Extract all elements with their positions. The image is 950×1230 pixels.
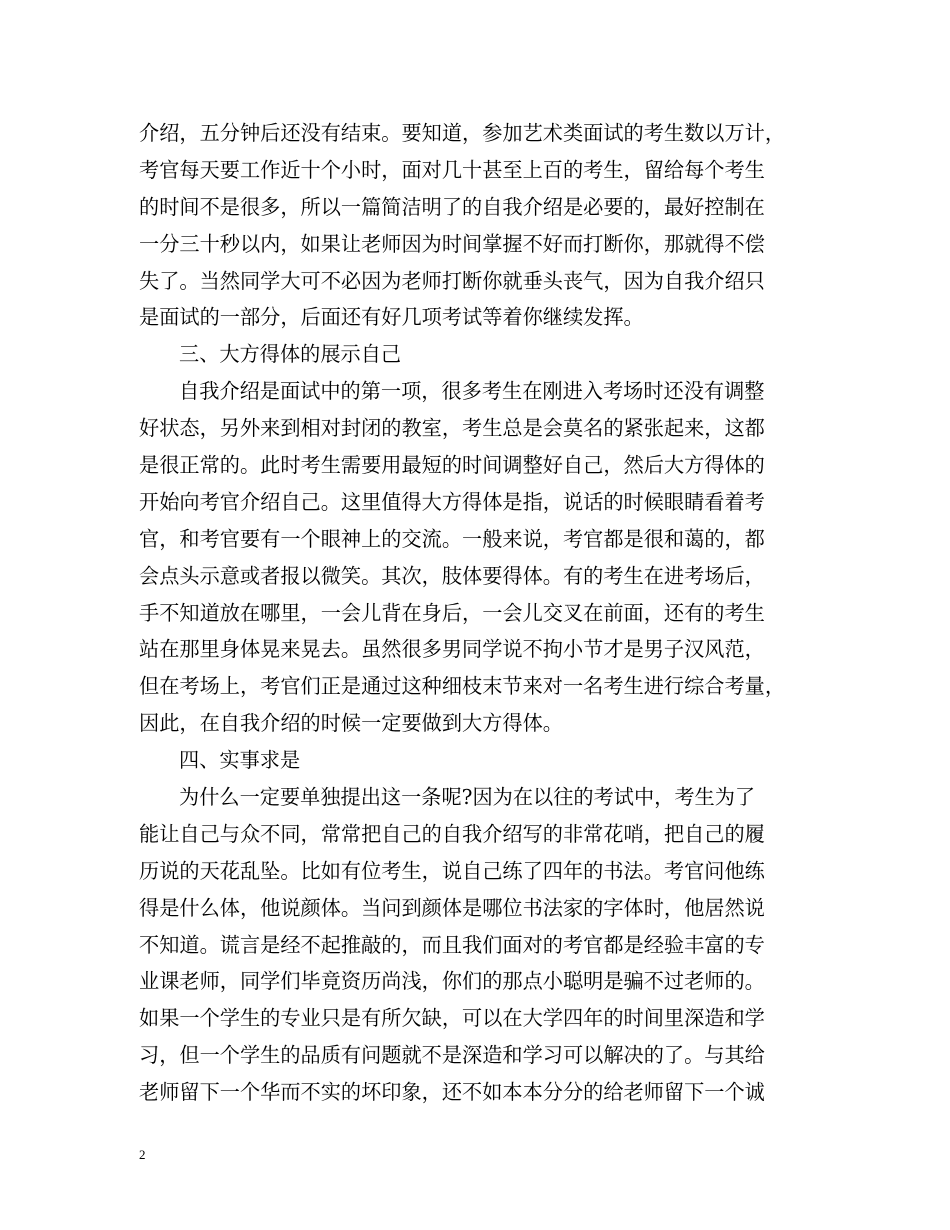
section-heading: 四、实事求是 <box>179 748 301 773</box>
text-line: 但在考场上，考官们正是通过这种细枝末节来对一名考生进行综合考量， <box>139 674 786 699</box>
text-line: 手不知道放在哪里，一会儿背在身后，一会儿交叉在前面，还有的考生 <box>139 600 765 625</box>
section-heading: 三、大方得体的展示自己 <box>179 342 402 367</box>
section-heading-3 <box>139 336 829 373</box>
text-line: 开始向考官介绍自己。这里值得大方得体是指，说话的时候眼睛看着考 <box>139 489 765 514</box>
text-line: 官，和考官要有一个眼神上的交流。一般来说，考官都是很和蔼的，都 <box>139 526 765 551</box>
text-line: 得是什么体，他说颜体。当问到颜体是哪位书法家的字体时，他居然说 <box>139 895 765 920</box>
text-line: 能让自己与众不同，常常把自己的自我介绍写的非常花哨，把自己的履 <box>139 821 765 846</box>
text-line: 为什么一定要单独提出这一条呢?因为在以往的考试中，考生为了 <box>179 785 756 810</box>
text-line: 站在那里身体晃来晃去。虽然很多男同学说不拘小节才是男子汉风范， <box>139 637 765 662</box>
text-line: 考官每天要工作近十个小时，面对几十甚至上百的考生，留给每个考生 <box>139 157 765 182</box>
page-number: 2 <box>139 1147 146 1162</box>
paragraph-continuation <box>139 115 829 336</box>
text-line: 业课老师，同学们毕竟资历尚浅，你们的那点小聪明是骗不过老师的。 <box>139 969 765 994</box>
text-line: 介绍，五分钟后还没有结束。要知道，参加艺术类面试的考生数以万计， <box>139 121 786 145</box>
text-line: 如果一个学生的专业只是有所欠缺，可以在大学四年的时间里深造和学 <box>139 1006 765 1031</box>
text-line: 一分三十秒以内，如果让老师因为时间掌握不好而打断你，那就得不偿 <box>139 231 765 256</box>
text-line: 不知道。谎言是经不起推敲的，而且我们面对的考官都是经验丰富的专 <box>139 932 765 957</box>
text-line: 自我介绍是面试中的第一项，很多考生在刚进入考场时还没有调整 <box>179 379 765 404</box>
document-body <box>139 115 829 1111</box>
text-line: 历说的天花乱坠。比如有位考生，说自己练了四年的书法。考官问他练 <box>139 858 765 883</box>
text-line: 习，但一个学生的品质有问题就不是深造和学习可以解决的了。与其给 <box>139 1043 765 1068</box>
text-line: 因此，在自我介绍的时候一定要做到大方得体。 <box>139 711 563 736</box>
paragraph-section-4 <box>139 779 829 1111</box>
section-heading-4 <box>139 742 829 779</box>
text-line: 好状态，另外来到相对封闭的教室，考生总是会莫名的紧张起来，这都 <box>139 416 765 441</box>
paragraph-section-3 <box>139 373 829 742</box>
text-line: 是很正常的。此时考生需要用最短的时间调整好自己，然后大方得体的 <box>139 453 765 478</box>
text-line: 失了。当然同学大可不必因为老师打断你就垂头丧气，因为自我介绍只 <box>139 268 765 293</box>
text-line: 是面试的一部分，后面还有好几项考试等着你继续发挥。 <box>139 305 644 330</box>
text-line: 老师留下一个华而不实的坏印象，还不如本本分分的给老师留下一个诚 <box>139 1080 765 1105</box>
text-line: 会点头示意或者报以微笑。其次，肢体要得体。有的考生在进考场后， <box>139 563 765 588</box>
text-line: 的时间不是很多，所以一篇简洁明了的自我介绍是必要的，最好控制在 <box>139 194 765 219</box>
